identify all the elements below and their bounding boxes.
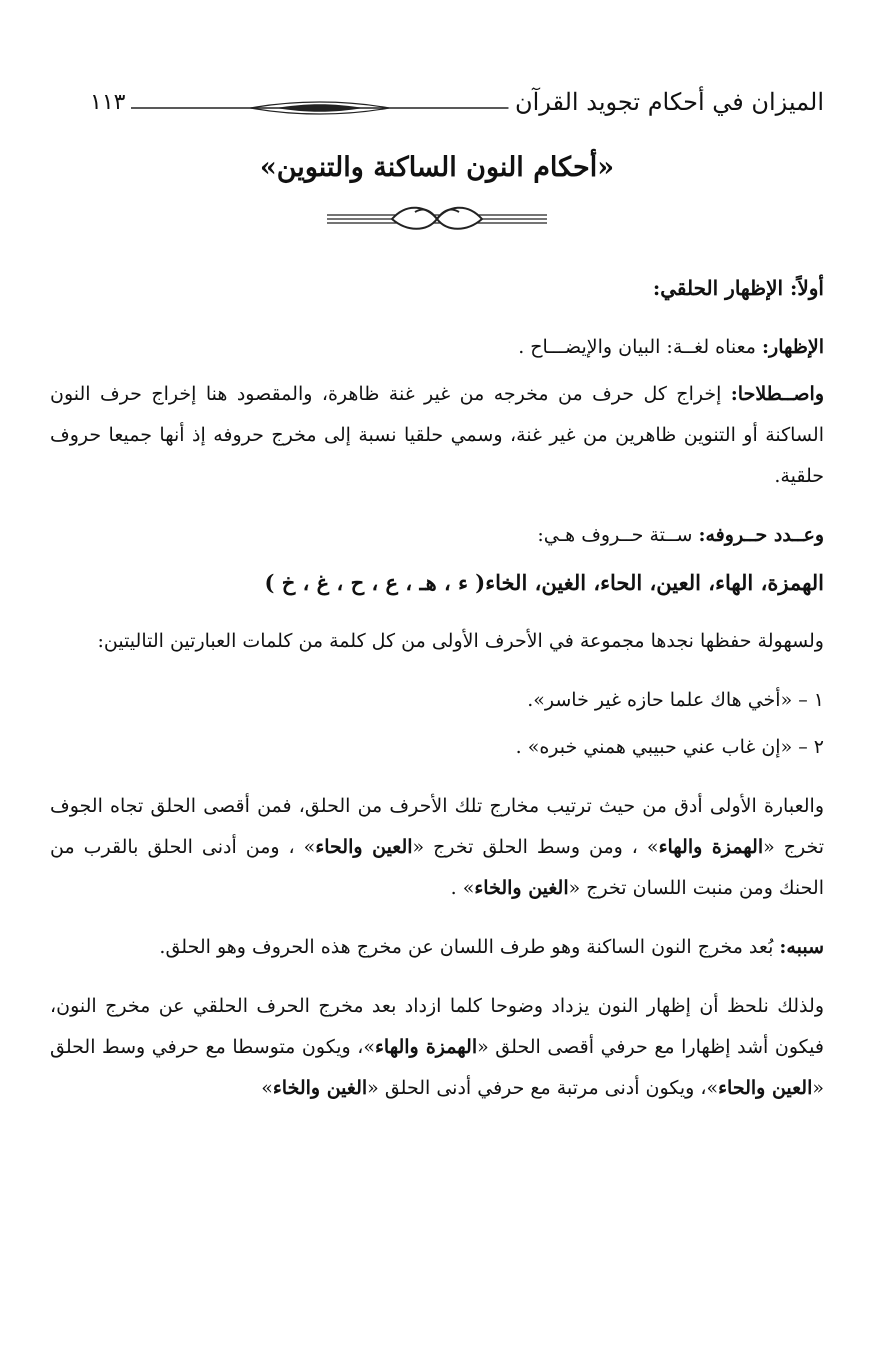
chapter-title: «أحكام النون الساكنة والتنوين» [259,152,615,183]
definition-linguistic [50,327,824,368]
clarity-note-paragraph [50,986,824,1109]
section-heading: أولاً: الإظهار الحلقي: [652,276,824,300]
definition-technical [50,374,824,497]
note-text-2: »، ويكون متوسطا مع حرفي وسط الحلق « [50,1036,824,1099]
reason-label: سببه: [779,936,824,958]
definition-linguistic-text: معناه لغــة: البيان والإيضـــاح . [518,336,763,358]
note-bold-2: العين والحاء [718,1077,813,1099]
letter-count [50,515,824,556]
reason-text: بُعد مخرج النون الساكنة وهو طرف اللسان عن مخرج هذه الحروف وهو الحلق. [159,936,780,958]
title-ornament [327,202,547,238]
running-title: الميزان في أحكام تجويد القرآن [514,88,824,116]
note-bold-3: الغين والخاء [272,1077,368,1099]
mnemonic-phrase-1: ١ – «أخي هاك علما حازه غير خاسر». [527,689,824,711]
reason-paragraph [50,927,824,968]
definition-technical-label: واصــطلاحا: [730,383,824,405]
definition-technical-text: إخراج كل حرف من مخرجه من غير غنة ظاهرة، والمقصود هنا إخراج حرف النون الساكنة أو التنوين ظاهرين من غير غنة، وسمي حلقيا نسبة إلى مخرج حروفه إذ أنها جميعا حروف حلقية. [50,383,824,487]
order-bold-2: العين والحاء [315,836,413,858]
order-bold-3: الغين والخاء [474,877,569,899]
page-number: ١١٣ [90,89,126,115]
order-bold-1: الهمزة والهاء [658,836,764,858]
letter-count-label: وعــدد حــروفه: [698,524,824,546]
note-text-1: ولذلك نلحظ أن إظهار النون يزداد وضوحا كلما ازداد بعد مخرج الحرف الحلقي عن مخرج النون، فيكون أشد إظهارا مع حرفي أقصى الحلق « [50,995,824,1058]
note-text-4: » [261,1077,273,1099]
running-header [50,80,824,124]
order-text-1: والعبارة الأولى أدق من حيث ترتيب مخارج تلك الأحرف من الحلق، فمن أقصى الحلق تجاه الجوف تخرج « [50,795,825,858]
definition-linguistic-label: الإظهار: [762,336,824,358]
letter-count-text: ســتة حــروف هـي: [537,524,699,546]
order-text-2: » ، ومن وسط الحلق تخرج « [412,836,659,858]
order-text-4: » . [450,877,475,899]
order-text-3: » ، ومن أدنى الحلق بالقرب من الحنك ومن منبت اللسان تخرج « [50,836,824,899]
articulation-order-paragraph [50,786,824,909]
note-bold-1: الهمزة والهاء [374,1036,478,1058]
body-text [50,268,824,1127]
mnemonic-phrase-2: ٢ – «إن غاب عني حبيبي همني خبره» . [515,736,824,758]
throat-letters-line: الهمزة، الهاء، العين، الحاء، الغين، الخاء( ء ، هـ ، ع ، ح ، غ ، خ ) [264,570,824,595]
mnemonic-intro: ولسهولة حفظها نجدها مجموعة في الأحرف الأولى من كل كلمة من كلمات العبارتين التاليتين: [97,630,824,652]
note-text-3: »، ويكون أدنى مرتبة مع حرفي أدنى الحلق « [367,1077,719,1099]
header-ornament-line [131,80,508,124]
